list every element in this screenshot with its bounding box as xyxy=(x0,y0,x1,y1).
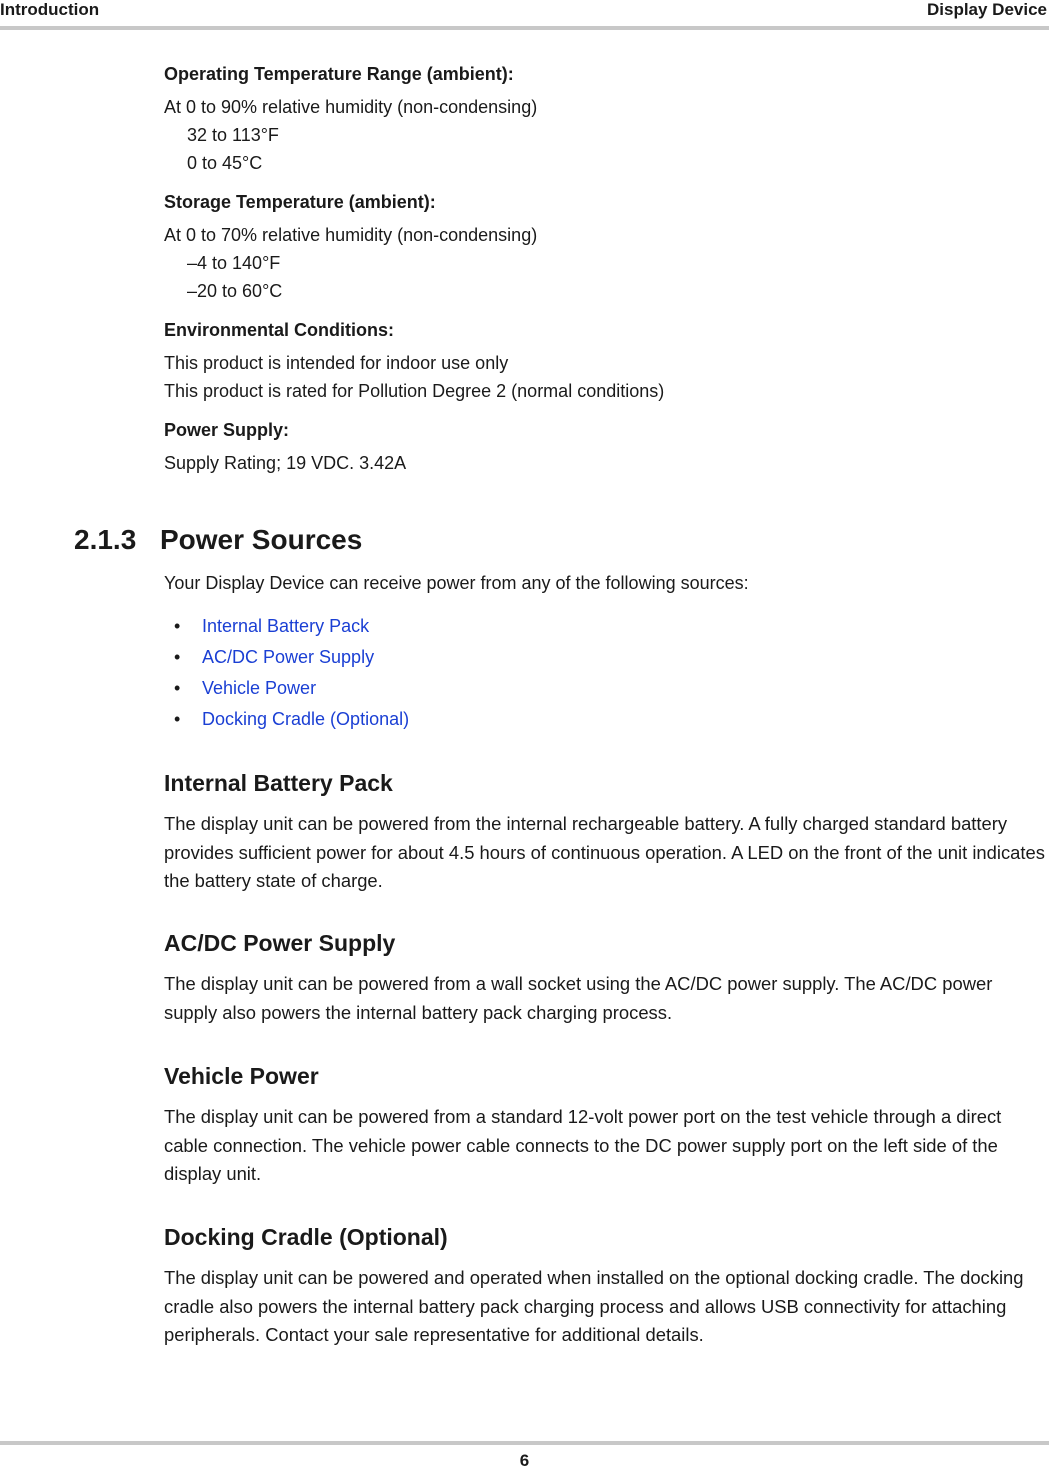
bullet-icon: • xyxy=(174,709,181,729)
operating-humidity-line: At 0 to 90% relative humidity (non-condensing) xyxy=(164,97,538,117)
specs-content xyxy=(164,63,1048,491)
page-number: 6 xyxy=(519,1451,530,1470)
docking-subsection xyxy=(164,1224,1049,1350)
power-supply-heading: Power Supply: xyxy=(164,420,290,440)
bullet-icon: • xyxy=(174,616,181,636)
list-item[interactable] xyxy=(164,642,409,673)
docking-subsection-title: Docking Cradle (Optional) xyxy=(164,1224,448,1250)
header-section: Display Device xyxy=(926,0,1047,19)
list-item[interactable] xyxy=(164,673,409,704)
operating-fahrenheit: 32 to 113°F xyxy=(187,125,279,145)
vehicle-subsection-body: The display unit can be powered from a standard 12-volt power port on the test vehicle through a direct cable connection. The vehicle power cable connects to the DC power supply port on the left side of the display unit. xyxy=(164,1106,1002,1184)
environmental-line-pollution: This product is rated for Pollution Degree 2 (normal conditions) xyxy=(164,381,665,401)
environmental-conditions-spec xyxy=(164,319,1048,405)
bullet-icon: • xyxy=(174,678,181,698)
acdc-subsection xyxy=(164,930,1049,1027)
environmental-heading: Environmental Conditions: xyxy=(164,320,395,340)
section-title: Power Sources xyxy=(160,524,363,555)
list-item[interactable] xyxy=(164,704,409,735)
list-item[interactable] xyxy=(164,611,409,642)
header-chapter: Introduction xyxy=(0,0,100,19)
storage-celsius: –20 to 60°C xyxy=(187,281,283,301)
battery-subsection-body: The display unit can be powered from the internal rechargeable battery. A fully charged standard battery provides sufficient power for about 4.5 hours of continuous operation. A LED on the front of the unit indicates the battery state of charge. xyxy=(164,813,1045,891)
storage-humidity-line: At 0 to 70% relative humidity (non-condensing) xyxy=(164,225,538,245)
operating-celsius: 0 to 45°C xyxy=(187,153,263,173)
storage-fahrenheit: –4 to 140°F xyxy=(187,253,281,273)
vehicle-subsection-title: Vehicle Power xyxy=(164,1063,319,1089)
footer-divider xyxy=(0,1441,1049,1445)
docking-subsection-body: The display unit can be powered and operated when installed on the optional docking cradle. The docking cradle also powers the internal battery pack charging process and allows USB connectivity for attaching peripherals. Contact your sale representative for additional details. xyxy=(164,1267,1024,1345)
section-intro: Your Display Device can receive power from any of the following sources: xyxy=(164,573,749,593)
link-acdc-power-supply[interactable]: AC/DC Power Supply xyxy=(202,647,375,667)
battery-subsection-title: Internal Battery Pack xyxy=(164,770,393,796)
acdc-subsection-body: The display unit can be powered from a wall socket using the AC/DC power supply. The AC/DC power supply also powers the internal battery pack charging process. xyxy=(164,973,993,1023)
bullet-icon: • xyxy=(174,647,181,667)
battery-subsection xyxy=(164,770,1049,896)
section-number: 2.1.3 xyxy=(74,524,137,555)
acdc-subsection-title: AC/DC Power Supply xyxy=(164,930,396,956)
section-heading xyxy=(74,524,362,556)
operating-temperature-heading: Operating Temperature Range (ambient): xyxy=(164,64,514,84)
power-supply-spec xyxy=(164,419,1048,477)
power-source-list xyxy=(164,611,409,735)
link-vehicle-power[interactable]: Vehicle Power xyxy=(202,678,317,698)
storage-temperature-heading: Storage Temperature (ambient): xyxy=(164,192,436,212)
storage-temperature-spec xyxy=(164,191,1048,305)
page-header xyxy=(0,0,1049,30)
link-docking-cradle[interactable]: Docking Cradle (Optional) xyxy=(202,709,410,729)
operating-temperature-spec xyxy=(164,63,1048,177)
environmental-line-indoor: This product is intended for indoor use only xyxy=(164,353,509,373)
vehicle-subsection xyxy=(164,1063,1049,1189)
power-supply-rating: Supply Rating; 19 VDC. 3.42A xyxy=(164,453,407,473)
link-internal-battery-pack[interactable]: Internal Battery Pack xyxy=(202,616,370,636)
